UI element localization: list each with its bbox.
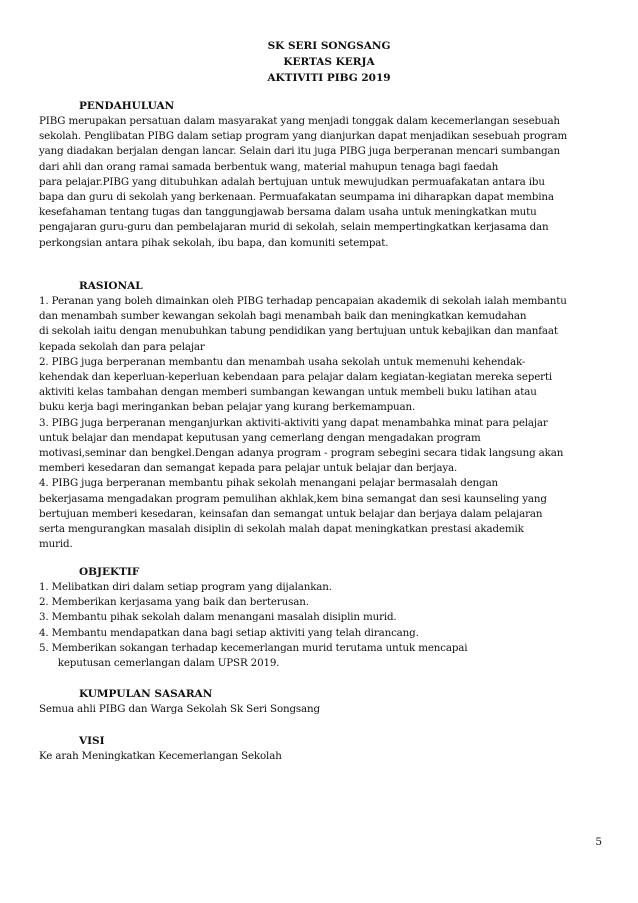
section-rasional <box>39 278 601 552</box>
text-line: serta mengurangkan masalah disiplin di sekolah malah dapat meningkatkan prestasi akademik <box>39 523 524 536</box>
text-line: pengajaran guru-guru dan pembelajaran murid di sekolah, selain mempertingkatkan kerjasama dan <box>39 221 549 234</box>
text-line: dan menambah sumber kewangan sekolah bagi menambah baik dan meningkatkan kemudahan <box>39 310 527 323</box>
text-line: perkongsian antara pihak sekolah, ibu bapa, dan komuniti setempat. <box>39 236 389 249</box>
text-line: PIBG merupakan persatuan dalam masyarakat yang menjadi tonggak dalam kecemerlangan sesebuah <box>39 115 560 127</box>
section-heading: OBJEKTIF <box>79 566 140 578</box>
activity-title: AKTIVITI PIBG 2019 <box>267 72 391 84</box>
text-line: di sekolah iaitu dengan menubuhkan tabung pendidikan yang bertujuan untuk kebajikan dan manfaat <box>39 325 558 338</box>
document-header <box>0 38 638 86</box>
text-line: bekerjasama mengadakan program pemulihan akhlak,kem bina semangat dan sesi kaunseling yang <box>39 492 547 505</box>
section-heading: RASIONAL <box>79 280 143 292</box>
text-line: memberi kesedaran dan semangat kepada para pelajar untuk belajar dan berjaya. <box>39 462 458 475</box>
text-line: dari ahli dan orang ramai samada berbentuk wang, material mahupun tenaga bagi faedah <box>39 160 499 173</box>
school-name: SK SERI SONGSANG <box>267 40 391 52</box>
text-line: kepada sekolah dan para pelajar <box>39 340 205 353</box>
list-item: 3. Membantu pihak sekolah dalam menangani masalah disiplin murid. <box>39 611 397 624</box>
text-line: kesefahaman tentang tugas dan tanggungjawab bersama dalam usaha untuk meningkatkan mutu <box>39 206 537 219</box>
list-item: keputusan cemerlangan dalam UPSR 2019. <box>39 657 280 670</box>
text-line: aktiviti kelas tambahan dengan memberi sumbangan kewangan untuk membeli buku latihan atau <box>39 386 537 399</box>
section-heading: PENDAHULUAN <box>79 100 175 112</box>
section-heading: KUMPULAN SASARAN <box>79 688 213 700</box>
text-line: murid. <box>39 538 73 551</box>
text-line: sekolah. Penglibatan PIBG dalam setiap program yang dianjurkan dapat menjadikan sesebuah program <box>39 130 568 143</box>
text-line: kehendak dan keperluan-keperluan kebendaan para pelajar dalam kegiatan-kegiatan mereka seperti <box>39 371 553 384</box>
section-body <box>39 749 601 764</box>
document-type: KERTAS KERJA <box>283 56 375 68</box>
text-line: Ke arah Meningkatkan Kecemerlangan Sekolah <box>39 750 282 762</box>
text-line: 4. PIBG juga berperanan membantu pihak sekolah menangani pelajar bermasalah dengan <box>39 477 499 490</box>
list-item: 2. Memberikan kerjasama yang baik dan berterusan. <box>39 596 309 609</box>
text-line: para pelajar.PIBG yang ditubuhkan adalah bertujuan untuk mewujudkan permuafakatan antara ibu <box>39 175 545 188</box>
text-line: buku kerja bagi meringankan beban pelajar yang kurang berkemampuan. <box>39 401 416 414</box>
section-body <box>39 294 601 552</box>
text-line: 1. Peranan yang boleh dimainkan oleh PIBG terhadap pencapaian akademik di sekolah ialah membantu <box>39 295 567 307</box>
list-item: 5. Memberikan sokangan terhadap kecemerlangan murid terutama untuk mencapai <box>39 641 468 654</box>
section-body <box>39 114 601 251</box>
section-kumpulan-sasaran <box>39 686 601 717</box>
list-item: 4. Membantu mendapatkan dana bagi setiap aktiviti yang telah dirancang. <box>39 626 419 639</box>
section-objektif <box>39 564 601 671</box>
section-visi <box>39 733 601 764</box>
text-line: bertujuan memberi kesedaran, keinsafan dan semangat untuk belajar dan berjaya dalam pelajaran <box>39 507 543 520</box>
section-body <box>39 580 601 671</box>
section-heading: VISI <box>79 735 105 747</box>
section-pendahuluan <box>39 98 601 251</box>
text-line: 2. PIBG juga berperanan membantu dan menambah usaha sekolah untuk memenuhi kehendak- <box>39 355 526 368</box>
text-line: Semua ahli PIBG dan Warga Sekolah Sk Seri Songsang <box>39 703 320 715</box>
text-line: bapa dan guru di sekolah yang berkenaan. Permuafakatan seumpama ini diharapkan dapat membina <box>39 191 554 204</box>
text-line: yang diadakan berjalan dengan lancar. Selain dari itu juga PIBG juga berperanan mencari sumbangan <box>39 145 561 158</box>
text-line: motivasi,seminar dan bengkel.Dengan adanya program - program sebegini secara tidak langsung akan <box>39 447 564 460</box>
page-number: 5 <box>595 836 602 848</box>
list-item: 1. Melibatkan diri dalam setiap program yang dijalankan. <box>39 581 332 593</box>
text-line: untuk belajar dan mendapat keputusan yang cemerlang dengan mengadakan program <box>39 431 481 444</box>
text-line: 3. PIBG juga berperanan menganjurkan aktiviti-aktiviti yang dapat menambahka minat para pelajar <box>39 416 548 429</box>
section-body <box>39 702 601 717</box>
